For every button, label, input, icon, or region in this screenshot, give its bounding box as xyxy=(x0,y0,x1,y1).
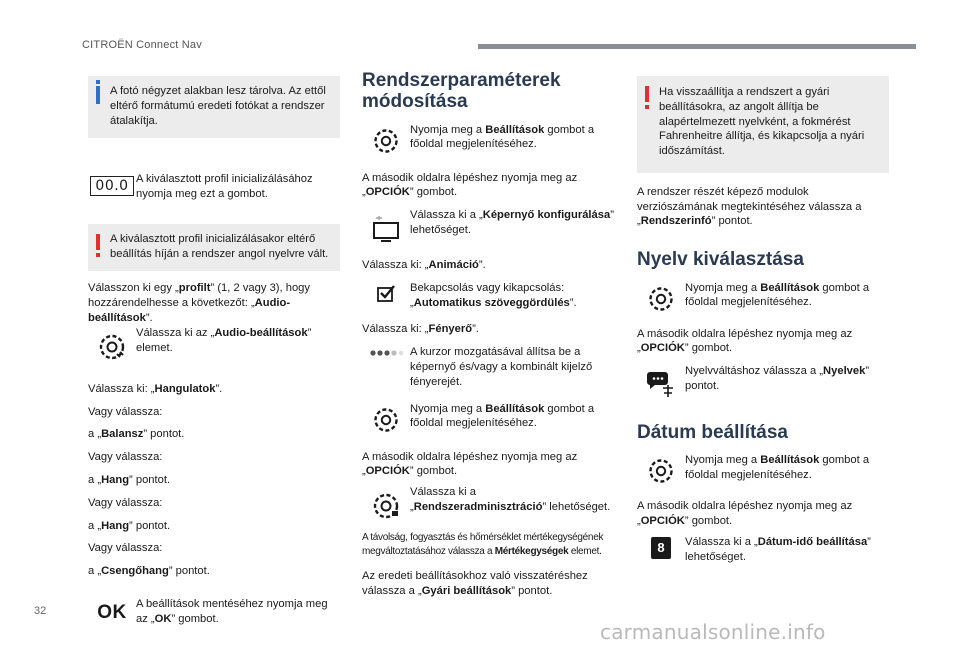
date-step-datetime: 8 Válassza ki a „Dátum-idő beállítása” lehetőséget. xyxy=(637,535,889,565)
warning-icon xyxy=(96,234,100,250)
info-note-box xyxy=(88,76,340,138)
lang-step-settings: Nyomja meg a Beállítások gombot a főoldal megjelenítéséhez. xyxy=(637,281,889,313)
profile-paragraph: Válasszon ki egy „profilt” (1, 2 vagy 3), hogy hozzárendelhesse a következőt: „Audio-beállítások”. xyxy=(88,282,310,325)
step-system-admin: Válassza ki a „Rendszeradminisztráció” lehetőséget. xyxy=(362,485,614,521)
lang-step-options: A második oldalra lépéshez nyomja meg az „OPCIÓK” gombot. xyxy=(637,327,853,355)
warning-note-text: A kiválasztott profil inicializálásakor eltérő beállítás híján a rendszer angol nyelvre vált. xyxy=(110,232,329,260)
step-brightness-adjust: A kurzor mozgatásával állítsa be a képernyő és/vagy a kombinált kijelző fényerejét. xyxy=(362,345,614,389)
settings-gear-icon xyxy=(647,457,675,485)
factory-reset-paragraph: Az eredeti beállításokhoz való visszatéréshez válassza a „Gyári beállítások” pontot. xyxy=(362,570,588,597)
reset-profile-row xyxy=(88,172,340,202)
sound-option-2: a „Hang” pontot. xyxy=(88,519,171,532)
reset-profile-text: A kiválasztott profil inicializálásához nyomja meg ezt a gombot. xyxy=(136,173,313,201)
checkbox-checked-icon xyxy=(375,283,397,303)
sound-option-1: a „Hang” pontot. xyxy=(88,473,171,486)
or-text-3: Vagy válassza: xyxy=(88,496,163,509)
screen-config-icon xyxy=(371,214,401,244)
step-settings-2: Nyomja meg a Beállítások gombot a főoldal megjelenítéséhez. xyxy=(362,402,614,434)
column-3 xyxy=(637,70,889,564)
select-animation: Válassza ki: „Animáció”. xyxy=(362,259,486,272)
column-2 xyxy=(362,70,614,599)
date-step-options: A második oldalra lépéshez nyomja meg az „OPCIÓK” gombot. xyxy=(637,500,853,528)
step-options-1: A második oldalra lépéshez nyomja meg az „OPCIÓK” gombot. xyxy=(362,171,578,199)
language-icon xyxy=(645,368,677,398)
settings-gear-icon xyxy=(647,285,675,313)
factory-warning-box xyxy=(637,76,889,173)
info-note-text: A fotó négyzet alakban lesz tárolva. Az ettől eltérő formátumú eredeti fotókat a rendszer átalakítja. xyxy=(110,85,326,127)
warning-note-box xyxy=(88,224,340,272)
manual-header-title: CITROËN Connect Nav xyxy=(82,39,202,51)
select-ambience: Válassza ki: „Hangulatok”. xyxy=(88,382,223,395)
ringtone-option: a „Csengőhang” pontot. xyxy=(88,565,210,578)
date-time-icon: 8 xyxy=(651,537,671,559)
system-admin-icon xyxy=(371,491,401,521)
page-number: 32 xyxy=(34,605,47,617)
step-settings-1: Nyomja meg a Beállítások gombot a főoldal megjelenítéséhez. xyxy=(362,123,614,155)
step-screen-config: Válassza ki a „Képernyő konfigurálása” lehetőséget. xyxy=(362,208,614,244)
settings-gear-icon xyxy=(372,127,400,155)
section-title-date: Dátum beállítása xyxy=(637,422,788,444)
date-step-settings: Nyomja meg a Beállítások gombot a főoldal megjelenítéséhez. xyxy=(637,453,889,485)
step-auto-scroll: Bekapcsolás vagy kikapcsolás: „Automatikus szöveggördülés”. xyxy=(362,281,614,311)
reset-button-icon[interactable]: 00.0 xyxy=(90,176,133,196)
or-text-1: Vagy válassza: xyxy=(88,405,163,418)
ok-button-icon[interactable]: OK xyxy=(97,601,127,623)
factory-warning-text: Ha visszaállítja a rendszert a gyári beállításokra, az angolt állítja be alapértelmezett nyelvként, a fokmérést Fahrenheitre állítja, és kikapcsolja a nyári időszámítást. xyxy=(659,86,865,158)
warning-icon xyxy=(645,86,649,102)
audio-settings-row: Válassza ki az „Audio-beállítások” elemet. xyxy=(88,326,340,362)
lang-step-languages: Nyelvváltáshoz válassza a „Nyelvek” pontot. xyxy=(637,364,889,398)
info-icon xyxy=(96,86,100,104)
settings-audio-icon xyxy=(97,332,127,362)
select-brightness: Válassza ki: „Fényerő”. xyxy=(362,323,479,336)
or-text-4: Vagy válassza: xyxy=(88,542,163,555)
modules-paragraph: A rendszer részét képező modulok verziószámának megtekintéséhez válassza a „Rendszerinfó” pontot. xyxy=(637,185,862,228)
or-text-2: Vagy válassza: xyxy=(88,451,163,464)
header-bar xyxy=(478,44,916,49)
section-title-language: Nyelv kiválasztása xyxy=(637,249,804,271)
step-options-2: A második oldalra lépéshez nyomja meg az „OPCIÓK” gombot. xyxy=(362,450,578,478)
units-note: A távolság, fogyasztás és hőmérséklet mértékegységének megváltoztatásához válassza a Mértékegységek elemet. xyxy=(362,532,604,558)
section-title-system-params: Rendszerparaméterek módosítása xyxy=(362,70,561,113)
column-1 xyxy=(88,70,340,626)
save-settings-row: OK A beállítások mentéséhez nyomja meg az „OK” gombot. xyxy=(97,597,328,625)
watermark: carmanualsonline.info xyxy=(600,620,826,644)
brightness-level-icon xyxy=(369,348,403,358)
balance-option: a „Balansz” pontot. xyxy=(88,428,185,441)
settings-gear-icon xyxy=(372,406,400,434)
